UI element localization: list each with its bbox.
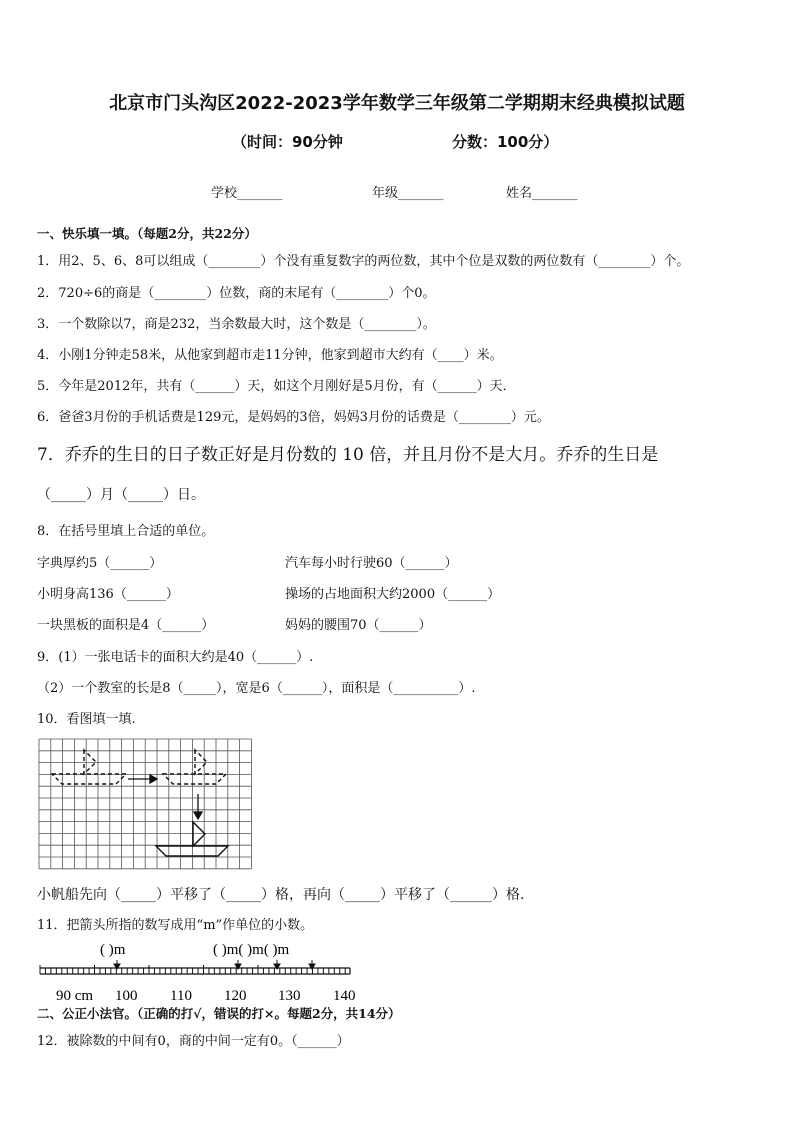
number-line — [38, 936, 368, 1006]
arrow-right-icon — [128, 775, 157, 783]
unit-item: 一块黑板的面积是4（______） — [37, 618, 215, 633]
tick-label: 110 — [170, 988, 192, 1004]
translation-grid-figure — [38, 738, 252, 870]
question-1: 1．用2、5、6、8可以组成（________）个没有重复数字的两位数，其中个位是双数的两位数有（________）个。 — [37, 254, 690, 269]
question-10-answer: 小帆船先向（_____）平移了（_____）格，再向（_____）平移了（______）格. — [37, 887, 525, 903]
page-title: 北京市门头沟区2022-2023学年数学三年级第二学期期末经典模拟试题 — [109, 93, 685, 114]
exam-score: 分数：100分） — [452, 133, 559, 151]
question-5: 5．今年是2012年，共有（______）天，如这个月刚好是5月份，有（______）天． — [37, 379, 516, 394]
blank-label: ( )m( )m( )m — [213, 942, 290, 958]
exam-time: （时间：90分钟 — [232, 133, 343, 151]
question-3: 3．一个数除以7，商是232，当余数最大时，这个数是（________）。 — [37, 317, 436, 332]
unit-item: 小明身高136（______） — [37, 587, 179, 602]
name-field[interactable]: 姓名_______ — [506, 186, 578, 201]
tick-label: 130 — [278, 988, 301, 1004]
tick-label: 120 — [224, 988, 247, 1004]
blank-label: ( )m — [100, 942, 126, 958]
question-12: 12．被除数的中间有0，商的中间一定有0。（______） — [37, 1034, 350, 1049]
unit-item: 妈妈的腰围70（______） — [285, 618, 432, 633]
sailboat-icon — [52, 750, 228, 856]
tick-label: 100 — [115, 988, 138, 1004]
question-7-line2: （_____）月（_____）日。 — [37, 487, 205, 503]
question-9-line1: 9．(1）一张电话卡的面积大约是40（______）. — [37, 650, 314, 665]
question-9-line2: （2）一个教室的长是8（_____），宽是6（______），面积是（__________）. — [37, 681, 476, 696]
tick-label: 140 — [333, 988, 356, 1004]
grade-field[interactable]: 年级_______ — [372, 186, 444, 201]
question-8-stem: 8．在括号里填上合适的单位。 — [37, 524, 215, 539]
question-7-line1: 7．乔乔的生日的日子数正好是月份数的 10 倍，并且月份不是大月。乔乔的生日是 — [37, 445, 659, 465]
unit-item: 字典厚约5（______） — [37, 556, 163, 571]
question-4: 4．小刚1分钟走58米，从他家到超市走11分钟，他家到超市大约有（____）米。 — [37, 348, 503, 363]
unit-item: 汽车每小时行驶60（______） — [285, 556, 458, 571]
section2-heading: 二、公正小法官。（正确的打√，错误的打×。每题2分，共14分） — [37, 1006, 401, 1021]
section1-heading: 一、快乐填一填。（每题2分，共22分） — [37, 226, 257, 241]
tick-label: 90 cm — [56, 988, 94, 1004]
question-10-stem: 10．看图填一填. — [37, 712, 136, 727]
unit-item: 操场的占地面积大约2000（______） — [285, 587, 501, 602]
question-6: 6．爸爸3月份的手机话费是129元，是妈妈的3倍，妈妈3月份的话费是（________）元。 — [37, 410, 550, 425]
question-11-stem: 11．把箭头所指的数写成用“m”作单位的小数。 — [37, 918, 314, 933]
question-2: 2．720÷6的商是（________）位数，商的末尾有（________）个0。 — [37, 286, 436, 301]
school-field[interactable]: 学校_______ — [211, 186, 283, 201]
